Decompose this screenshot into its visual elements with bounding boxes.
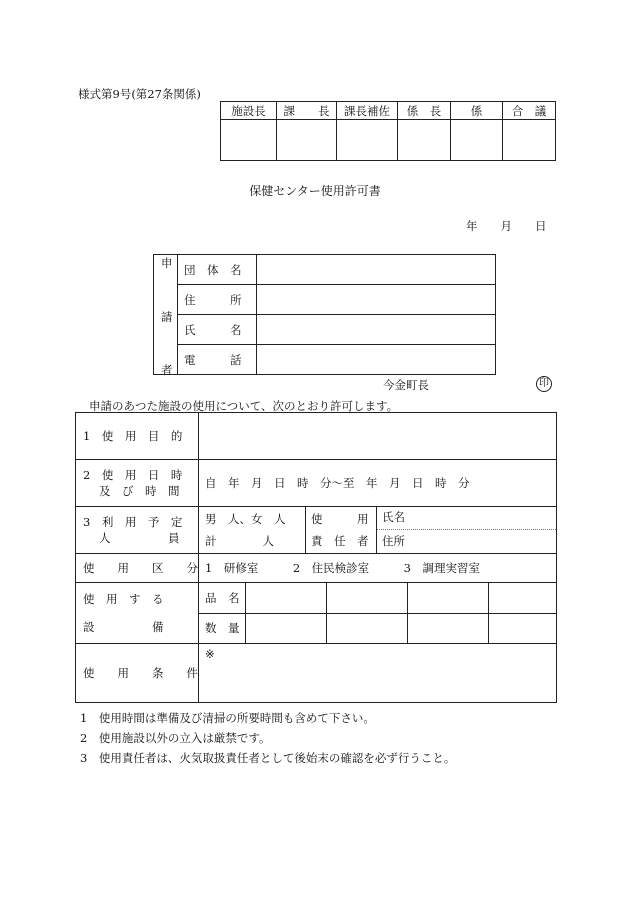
name-field[interactable]	[257, 315, 496, 345]
category-label: 使 用 区 分	[76, 554, 199, 583]
name-label: 氏 名	[178, 315, 257, 345]
purpose-field[interactable]	[199, 413, 557, 460]
users-label	[76, 507, 199, 554]
item-field-4[interactable]	[489, 583, 557, 613]
phone-field[interactable]	[257, 345, 496, 375]
group-name-field[interactable]	[257, 255, 496, 285]
approval-header-staff: 係	[451, 102, 503, 120]
equipment-grid-cell	[199, 583, 557, 644]
conditions-mark: ※	[205, 647, 215, 661]
datetime-label	[76, 460, 199, 507]
address-label: 住 所	[178, 285, 257, 315]
permit-table	[75, 412, 557, 703]
applicant-side-char-3: 者	[161, 363, 173, 377]
note-2: 2 使用施設以外の立入は厳禁です。	[80, 731, 271, 745]
quantity-field-4[interactable]	[489, 613, 557, 643]
responsible-label-line2: 責 任 者	[311, 534, 369, 548]
users-label-line1: 3 利 用 予 定	[83, 515, 183, 529]
approval-header-deputy-chief: 課長補佐	[337, 102, 398, 120]
responsible-details	[377, 507, 557, 553]
responsible-address-field[interactable]: 住所	[382, 534, 405, 548]
group-name-label: 団 体 名	[178, 255, 257, 285]
applicant-table	[153, 254, 496, 375]
applicant-side-label	[154, 255, 178, 375]
form-number: 様式第9号(第27条関係)	[78, 87, 201, 101]
address-field[interactable]	[257, 285, 496, 315]
permit-statement: 申請のあつた施設の使用について、次のとおり許可します。	[89, 399, 399, 413]
item-field-3[interactable]	[408, 583, 489, 613]
approval-box-deputy-chief[interactable]	[337, 120, 398, 161]
approval-stamp-table	[220, 101, 556, 161]
users-count-field[interactable]	[199, 507, 306, 554]
approval-box-subsection-chief[interactable]	[398, 120, 451, 161]
conditions-label: 使 用 条 件	[76, 644, 199, 703]
datetime-label-line1: 2 使 用 日 時	[83, 468, 183, 482]
document-title: 保健センター使用許可書	[249, 184, 381, 198]
responsible-name-field[interactable]: 氏名	[377, 507, 556, 530]
approval-header-section-chief: 課 長	[277, 102, 337, 120]
purpose-label: 1 使 用 目 的	[76, 413, 199, 460]
category-options[interactable]: 1 研修室 2 住民検診室 3 調理実習室	[199, 554, 557, 583]
approval-header-consultation: 合 議	[503, 102, 556, 120]
approval-header-subsection-chief: 係 長	[398, 102, 451, 120]
responsible-label	[306, 507, 377, 553]
responsible-person-cell	[306, 507, 557, 554]
datetime-field[interactable]: 自 年 月 日 時 分～至 年 月 日 時 分	[199, 460, 557, 507]
approval-box-staff[interactable]	[451, 120, 503, 161]
item-field-2[interactable]	[327, 583, 408, 613]
users-total-count: 計 人	[205, 534, 274, 548]
quantity-field-3[interactable]	[408, 613, 489, 643]
applicant-side-char-2: 請	[161, 310, 173, 324]
responsible-label-line1: 使 用	[311, 512, 369, 526]
approval-box-consultation[interactable]	[503, 120, 556, 161]
date-line[interactable]: 年 月 日	[466, 219, 547, 233]
approval-box-section-chief[interactable]	[277, 120, 337, 161]
users-label-line2: 人 員	[99, 531, 180, 545]
note-1: 1 使用時間は準備及び清掃の所要時間も含めて下さい。	[80, 711, 375, 725]
users-gender-count: 男 人、女 人	[205, 512, 286, 526]
phone-label: 電 話	[178, 345, 257, 375]
applicant-side-char-1: 申	[161, 256, 173, 270]
seal-mark: 印	[536, 376, 552, 392]
approval-box-director[interactable]	[221, 120, 277, 161]
issuer-label: 今金町長	[383, 378, 429, 392]
equipment-label-line2: 設 備	[83, 620, 164, 634]
datetime-label-line2: 及 び 時 間	[99, 484, 180, 498]
approval-header-director: 施設長	[221, 102, 277, 120]
item-field-1[interactable]	[246, 583, 327, 613]
conditions-field[interactable]	[199, 644, 557, 703]
equipment-label-line1: 使 用 す る	[83, 592, 164, 606]
note-3: 3 使用責任者は、火気取扱責任者として後始末の確認を必ず行うこと。	[80, 751, 456, 765]
quantity-label: 数 量	[199, 613, 246, 643]
quantity-field-2[interactable]	[327, 613, 408, 643]
equipment-label	[76, 583, 199, 644]
quantity-field-1[interactable]	[246, 613, 327, 643]
item-label: 品 名	[199, 583, 246, 613]
